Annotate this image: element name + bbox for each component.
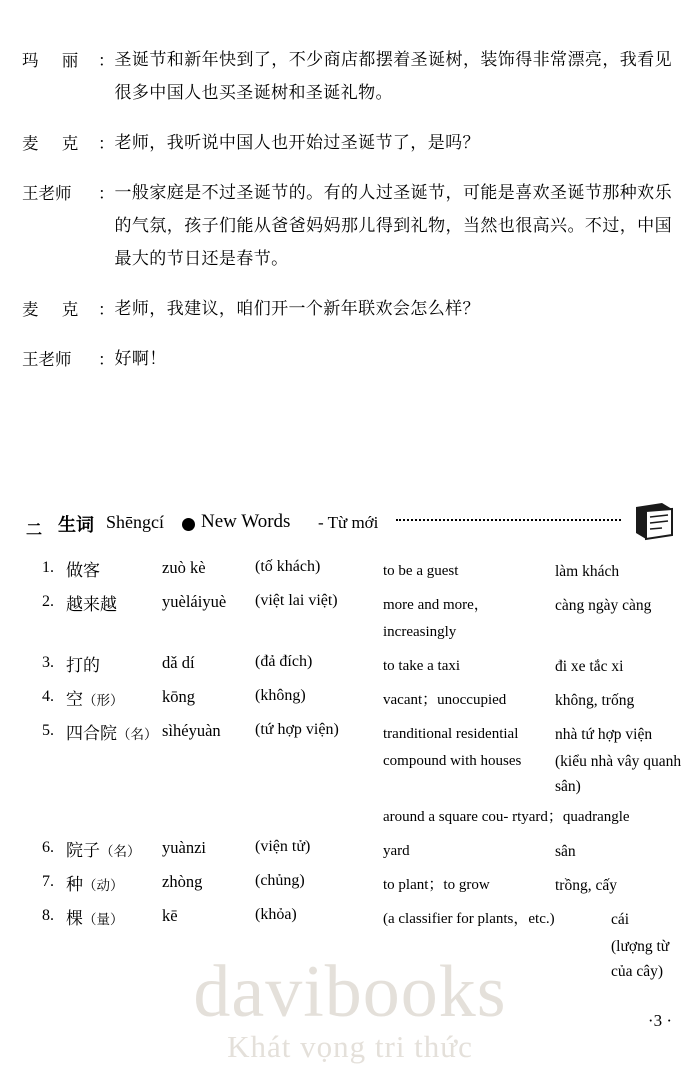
watermark-main: davibooks bbox=[193, 951, 507, 1033]
word-english-continuation bbox=[26, 620, 686, 645]
word-part-of-speech: （名） bbox=[100, 844, 141, 860]
word-vietnamese: làm khách bbox=[555, 563, 620, 580]
word-english: more and more， bbox=[383, 597, 489, 613]
dialogue-speaker: 玛 丽 bbox=[22, 51, 88, 70]
word-index: 6. bbox=[42, 839, 54, 856]
dialogue-colon: ： bbox=[98, 350, 115, 369]
word-part-of-speech: （形） bbox=[83, 693, 124, 709]
word-chinese: 越来越 bbox=[66, 595, 117, 615]
word-english-cont2: around a square cou- rtyard；quadrangle bbox=[383, 809, 630, 825]
word-english: to take a taxi bbox=[383, 658, 461, 674]
dialogue-text: 圣诞节和新年快到了，不少商店都摆着圣诞树，装饰得非常漂亮，我看见很多中国人也买圣诞树和圣诞礼物。 bbox=[114, 50, 672, 103]
word-part-of-speech: （名） bbox=[117, 727, 158, 743]
word-row bbox=[26, 904, 686, 932]
word-vietnamese: không, trống bbox=[555, 692, 635, 709]
word-row bbox=[26, 836, 686, 864]
word-chinese bbox=[54, 836, 162, 861]
word-sino-viet: (viện tử) bbox=[255, 838, 311, 855]
word-vietnamese: càng ngày càng bbox=[555, 597, 652, 614]
word-part-of-speech: （动） bbox=[83, 878, 124, 894]
dialogue-speaker: 麦 克 bbox=[22, 300, 88, 319]
word-english-cont: compound with houses bbox=[383, 753, 522, 769]
word-pinyin: sìhéyuàn bbox=[162, 721, 221, 740]
word-english-cont: increasingly bbox=[383, 624, 457, 640]
word-chinese-text: 院子 bbox=[66, 841, 100, 861]
word-vietnamese: trồng, cấy bbox=[555, 877, 617, 894]
word-chinese: 做客 bbox=[66, 561, 100, 581]
word-pinyin: yuèláiyuè bbox=[162, 592, 227, 611]
dialogue-speaker: 王老师 bbox=[22, 184, 72, 203]
word-vietnamese: nhà tứ hợp viện bbox=[555, 726, 653, 743]
word-vietnamese: sân bbox=[555, 843, 576, 860]
page-number: ·3 · bbox=[647, 1011, 672, 1030]
word-sino-viet: (tố khách) bbox=[255, 558, 321, 575]
word-continuation bbox=[26, 805, 686, 830]
dotted-rule bbox=[396, 519, 621, 521]
word-chinese-text: 种 bbox=[66, 875, 83, 895]
word-pinyin: yuànzi bbox=[162, 838, 206, 857]
word-row bbox=[26, 685, 686, 713]
word-index: 4. bbox=[42, 688, 54, 705]
word-vietnamese: cái bbox=[611, 911, 630, 928]
word-sino-viet: (chủng) bbox=[255, 872, 305, 889]
dialogue-line bbox=[22, 127, 672, 160]
dialogue-line bbox=[22, 343, 672, 376]
dialogue-colon: ： bbox=[98, 51, 115, 70]
dialogue-speaker: 麦 克 bbox=[22, 134, 88, 153]
dialogue-text: 老师，我建议，咱们开一个新年联欢会怎么样？ bbox=[114, 299, 480, 319]
word-index: 2. bbox=[42, 593, 54, 610]
word-row bbox=[26, 556, 686, 584]
word-english: to be a guest bbox=[383, 563, 459, 579]
section-title-chinese: 生词 bbox=[58, 515, 94, 536]
word-row bbox=[26, 590, 686, 618]
word-vietnamese-cont: (lượng từ của cây) bbox=[611, 938, 670, 980]
section-title-vietnamese: - Từ mới bbox=[318, 513, 379, 532]
word-sino-viet: (tứ hợp viện) bbox=[255, 721, 339, 738]
word-row bbox=[26, 719, 686, 747]
word-english: to plant；to grow bbox=[383, 877, 490, 893]
word-row bbox=[26, 870, 686, 898]
word-english: tranditional residential bbox=[383, 726, 519, 742]
section-number: 二 bbox=[26, 520, 43, 539]
word-chinese-text: 四合院 bbox=[66, 724, 117, 744]
word-english: yard bbox=[383, 843, 410, 859]
word-chinese bbox=[54, 719, 162, 744]
section-header bbox=[26, 505, 674, 549]
word-chinese-text: 空 bbox=[66, 690, 83, 710]
word-vietnamese: đi xe tắc xi bbox=[555, 658, 624, 675]
word-pinyin: zuò kè bbox=[162, 558, 206, 577]
dialogue-colon: ： bbox=[98, 134, 115, 153]
word-chinese bbox=[54, 685, 162, 710]
dialogue-line bbox=[22, 177, 672, 276]
bullet-icon bbox=[182, 518, 195, 531]
word-part-of-speech: （量） bbox=[83, 912, 124, 928]
dialogue-section bbox=[22, 44, 672, 393]
word-continuation bbox=[26, 749, 686, 799]
dialogue-line bbox=[22, 293, 672, 326]
word-continuation bbox=[26, 934, 686, 984]
dialogue-text: 一般家庭是不过圣诞节的。有的人过圣诞节，可能是喜欢圣诞节那种欢乐的气氛，孩子们能从爸爸妈妈那儿得到礼物，当然也很高兴。不过，中国最大的节日还是春节。 bbox=[114, 183, 672, 269]
word-chinese-text: 棵 bbox=[66, 909, 83, 929]
word-english: vacant；unoccupied bbox=[383, 692, 507, 708]
word-sino-viet: (khỏa) bbox=[255, 906, 297, 923]
word-index: 5. bbox=[42, 722, 54, 739]
dialogue-speaker: 王老师 bbox=[22, 350, 72, 369]
watermark-sub: Khát vọng tri thức bbox=[227, 1029, 473, 1064]
word-vietnamese-cont: (kiểu nhà vây quanh sân) bbox=[555, 753, 682, 795]
dialogue-line bbox=[22, 44, 672, 110]
word-chinese bbox=[54, 904, 162, 929]
word-pinyin: dǎ dí bbox=[162, 653, 195, 672]
word-index: 1. bbox=[42, 559, 54, 576]
word-english: (a classifier for plants，etc.) bbox=[383, 911, 555, 927]
word-chinese: 打的 bbox=[66, 656, 100, 676]
word-sino-viet: (việt lai việt) bbox=[255, 592, 338, 609]
new-words-list bbox=[26, 556, 686, 990]
book-icon bbox=[632, 501, 674, 541]
word-index: 3. bbox=[42, 654, 54, 671]
word-chinese bbox=[54, 870, 162, 895]
word-index: 8. bbox=[42, 907, 54, 924]
section-title-pinyin: Shēngcí bbox=[106, 512, 164, 532]
word-row bbox=[26, 651, 686, 679]
dialogue-text: 老师，我听说中国人也开始过圣诞节了，是吗？ bbox=[114, 133, 480, 153]
dialogue-colon: ： bbox=[98, 300, 115, 319]
dialogue-colon: ： bbox=[98, 184, 115, 203]
word-index: 7. bbox=[42, 873, 54, 890]
section-title-english: New Words bbox=[201, 511, 291, 532]
word-pinyin: kē bbox=[162, 906, 178, 925]
word-pinyin: kōng bbox=[162, 687, 195, 706]
dialogue-text: 好啊！ bbox=[114, 349, 167, 369]
word-pinyin: zhòng bbox=[162, 872, 203, 891]
word-sino-viet: (đả đích) bbox=[255, 653, 313, 670]
word-sino-viet: (không) bbox=[255, 687, 306, 704]
